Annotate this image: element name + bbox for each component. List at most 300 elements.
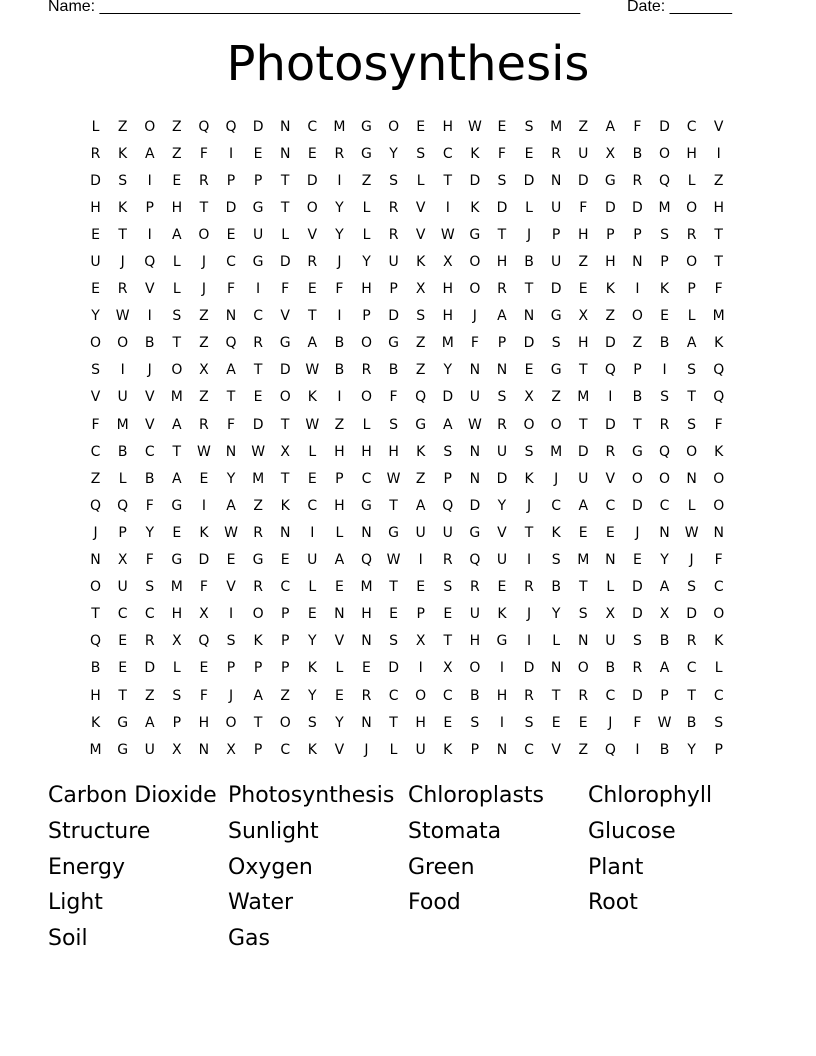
grid-letter[interactable]: W — [440, 226, 455, 243]
grid-letter[interactable]: O — [659, 145, 671, 162]
grid-letter[interactable]: V — [144, 389, 155, 406]
grid-letter[interactable]: U — [469, 389, 480, 406]
grid-letter[interactable]: E — [280, 552, 290, 569]
grid-letter[interactable]: N — [361, 524, 372, 541]
grid-letter[interactable]: E — [443, 606, 453, 623]
grid-letter[interactable]: V — [551, 741, 561, 758]
grid-letter[interactable]: P — [145, 199, 154, 216]
grid-letter[interactable]: G — [252, 552, 264, 569]
grid-letter[interactable]: X — [226, 741, 236, 758]
grid-letter[interactable]: D — [632, 199, 643, 216]
grid-letter[interactable]: G — [469, 226, 481, 243]
grid-letter[interactable]: C — [307, 118, 318, 135]
grid-letter[interactable]: E — [632, 552, 642, 569]
grid-letter[interactable]: O — [713, 497, 725, 514]
grid-letter[interactable]: E — [334, 687, 344, 704]
grid-letter[interactable]: W — [467, 416, 482, 433]
grid-letter[interactable]: M — [577, 552, 590, 569]
grid-letter[interactable]: E — [551, 714, 561, 731]
grid-letter[interactable]: S — [714, 714, 724, 731]
grid-letter[interactable]: K — [443, 741, 453, 758]
grid-letter[interactable]: Z — [253, 497, 263, 514]
grid-letter[interactable]: K — [605, 281, 615, 298]
grid-letter[interactable]: N — [686, 470, 697, 487]
grid-letter[interactable]: Q — [225, 335, 237, 352]
grid-letter[interactable]: U — [496, 552, 508, 569]
grid-letter[interactable]: D — [306, 172, 318, 189]
grid-letter[interactable]: B — [144, 335, 155, 352]
grid-letter[interactable]: J — [472, 308, 477, 325]
grid-letter[interactable]: J — [147, 362, 152, 379]
grid-letter[interactable]: M — [170, 389, 183, 406]
grid-letter[interactable]: B — [117, 443, 128, 460]
grid-letter[interactable]: T — [714, 254, 723, 271]
grid-letter[interactable]: A — [307, 335, 318, 352]
grid-letter[interactable]: W — [467, 118, 482, 135]
grid-letter[interactable]: B — [659, 335, 670, 352]
grid-letter[interactable]: H — [442, 308, 454, 325]
grid-letter[interactable]: T — [497, 226, 507, 243]
grid-letter[interactable]: C — [144, 443, 155, 460]
grid-letter[interactable]: E — [199, 660, 209, 677]
grid-letter[interactable]: E — [578, 281, 588, 298]
grid-letter[interactable]: N — [225, 308, 237, 325]
grid-letter[interactable]: H — [361, 281, 372, 298]
grid-letter[interactable]: W — [305, 362, 320, 379]
grid-letter[interactable]: L — [416, 172, 425, 189]
grid-letter[interactable]: F — [199, 579, 208, 596]
grid-letter[interactable]: Q — [198, 118, 210, 135]
grid-letter[interactable]: I — [337, 389, 342, 406]
grid-letter[interactable]: Z — [280, 687, 290, 704]
grid-letter[interactable]: Y — [362, 254, 371, 271]
grid-letter[interactable]: K — [118, 145, 128, 162]
grid-letter[interactable]: X — [524, 389, 534, 406]
grid-letter[interactable]: P — [118, 524, 127, 541]
grid-letter[interactable]: F — [714, 552, 723, 569]
grid-letter[interactable]: E — [91, 226, 100, 243]
grid-letter[interactable]: E — [416, 118, 426, 135]
grid-letter[interactable]: H — [171, 199, 183, 216]
grid-letter[interactable]: F — [145, 552, 154, 569]
grid-letter[interactable]: N — [334, 606, 345, 623]
grid-letter[interactable]: D — [469, 497, 481, 514]
grid-letter[interactable]: Q — [415, 389, 427, 406]
grid-letter[interactable]: J — [526, 226, 532, 243]
grid-letter[interactable]: X — [605, 606, 616, 623]
grid-letter[interactable]: R — [497, 281, 507, 298]
grid-letter[interactable]: F — [226, 281, 236, 298]
grid-letter[interactable]: T — [172, 335, 182, 352]
grid-letter[interactable]: A — [144, 714, 155, 731]
grid-letter[interactable]: F — [579, 199, 588, 216]
grid-letter[interactable]: Q — [198, 633, 210, 650]
grid-letter[interactable]: A — [605, 118, 616, 135]
grid-letter[interactable]: I — [337, 308, 342, 325]
grid-letter[interactable]: K — [118, 199, 128, 216]
grid-letter[interactable]: T — [280, 172, 290, 189]
grid-letter[interactable]: X — [280, 443, 290, 460]
grid-letter[interactable]: L — [552, 633, 561, 650]
grid-letter[interactable]: S — [416, 145, 426, 162]
grid-letter[interactable]: U — [469, 606, 480, 623]
grid-letter[interactable]: S — [632, 633, 642, 650]
grid-letter[interactable]: S — [118, 172, 128, 189]
grid-letter[interactable]: S — [660, 226, 669, 243]
grid-letter[interactable]: R — [659, 416, 670, 433]
grid-letter[interactable]: E — [578, 524, 588, 541]
grid-letter[interactable]: Q — [604, 741, 616, 758]
grid-letter[interactable]: J — [228, 687, 234, 704]
grid-letter[interactable]: S — [91, 362, 100, 379]
grid-letter[interactable]: H — [577, 335, 589, 352]
grid-letter[interactable]: Q — [90, 633, 102, 650]
grid-letter[interactable]: Q — [144, 254, 156, 271]
grid-letter[interactable]: S — [687, 579, 697, 596]
grid-letter[interactable]: Z — [334, 416, 345, 433]
grid-letter[interactable]: N — [279, 524, 291, 541]
grid-letter[interactable]: J — [635, 524, 640, 541]
grid-letter[interactable]: Q — [604, 362, 616, 379]
grid-letter[interactable]: J — [526, 497, 532, 514]
grid-letter[interactable]: O — [279, 714, 291, 731]
grid-letter[interactable]: U — [415, 524, 426, 541]
grid-letter[interactable]: G — [388, 335, 399, 352]
grid-letter[interactable]: G — [252, 254, 264, 271]
grid-letter[interactable]: V — [307, 226, 318, 243]
grid-letter[interactable]: C — [253, 308, 263, 325]
grid-letter[interactable]: R — [307, 254, 318, 271]
grid-letter[interactable]: E — [91, 281, 100, 298]
grid-letter[interactable]: F — [470, 335, 479, 352]
grid-letter[interactable]: L — [362, 416, 371, 433]
grid-letter[interactable]: D — [632, 606, 643, 623]
grid-letter[interactable]: T — [389, 714, 398, 731]
grid-letter[interactable]: N — [577, 633, 589, 650]
grid-letter[interactable]: H — [496, 687, 508, 704]
grid-letter[interactable]: I — [499, 714, 505, 731]
grid-letter[interactable]: P — [226, 660, 236, 677]
grid-letter[interactable]: T — [389, 497, 398, 514]
grid-letter[interactable]: R — [199, 416, 209, 433]
grid-letter[interactable]: V — [280, 308, 290, 325]
grid-letter[interactable]: A — [253, 687, 263, 704]
grid-letter[interactable]: E — [199, 470, 209, 487]
grid-letter[interactable]: L — [172, 281, 181, 298]
grid-letter[interactable]: N — [632, 254, 643, 271]
grid-letter[interactable]: T — [91, 606, 100, 623]
grid-letter[interactable]: Y — [335, 199, 344, 216]
grid-letter[interactable]: W — [386, 552, 401, 569]
grid-letter[interactable]: S — [172, 687, 182, 704]
grid-letter[interactable]: D — [388, 308, 399, 325]
grid-letter[interactable]: N — [198, 741, 210, 758]
grid-letter[interactable]: D — [388, 660, 399, 677]
grid-letter[interactable]: C — [659, 497, 670, 514]
grid-letter[interactable]: J — [201, 254, 206, 271]
grid-letter[interactable]: B — [334, 362, 345, 379]
grid-letter[interactable]: S — [551, 335, 561, 352]
grid-letter[interactable]: Y — [443, 362, 453, 379]
grid-letter[interactable]: T — [118, 226, 127, 243]
grid-letter[interactable]: A — [226, 362, 236, 379]
grid-letter[interactable]: O — [686, 254, 698, 271]
grid-letter[interactable]: U — [90, 254, 101, 271]
grid-letter[interactable]: X — [442, 254, 453, 271]
grid-letter[interactable]: K — [90, 714, 101, 731]
grid-letter[interactable]: D — [604, 199, 616, 216]
grid-letter[interactable]: I — [526, 552, 532, 569]
grid-letter[interactable]: Y — [226, 470, 236, 487]
grid-letter[interactable]: D — [550, 281, 562, 298]
grid-letter[interactable]: T — [524, 524, 534, 541]
grid-letter[interactable]: D — [496, 470, 508, 487]
grid-letter[interactable]: Y — [497, 497, 507, 514]
grid-letter[interactable]: B — [659, 633, 670, 650]
grid-letter[interactable]: P — [660, 254, 669, 271]
grid-letter[interactable]: O — [117, 335, 129, 352]
grid-letter[interactable]: A — [172, 226, 182, 243]
grid-letter[interactable]: R — [144, 633, 155, 650]
grid-letter[interactable]: H — [577, 226, 589, 243]
grid-letter[interactable]: X — [199, 362, 209, 379]
grid-letter[interactable]: A — [659, 660, 670, 677]
grid-letter[interactable]: U — [252, 226, 264, 243]
grid-letter[interactable]: G — [279, 335, 291, 352]
grid-letter[interactable]: G — [361, 497, 372, 514]
grid-letter[interactable]: D — [90, 172, 101, 189]
grid-letter[interactable]: J — [526, 606, 532, 623]
grid-letter[interactable]: K — [659, 281, 670, 298]
grid-letter[interactable]: C — [551, 497, 562, 514]
grid-letter[interactable]: K — [307, 660, 317, 677]
grid-letter[interactable]: C — [144, 606, 155, 623]
grid-letter[interactable]: H — [90, 199, 101, 216]
grid-letter[interactable]: O — [415, 687, 427, 704]
grid-letter[interactable]: T — [443, 633, 453, 650]
grid-letter[interactable]: Z — [199, 389, 209, 406]
grid-letter[interactable]: F — [281, 281, 290, 298]
grid-letter[interactable]: B — [686, 714, 697, 731]
grid-letter[interactable]: I — [418, 552, 423, 569]
grid-letter[interactable]: Y — [335, 226, 344, 243]
grid-letter[interactable]: R — [578, 687, 589, 704]
grid-letter[interactable]: U — [578, 470, 589, 487]
grid-letter[interactable]: V — [415, 226, 426, 243]
grid-letter[interactable]: S — [389, 172, 399, 189]
grid-letter[interactable]: P — [687, 281, 696, 298]
grid-letter[interactable]: D — [686, 606, 697, 623]
grid-letter[interactable]: F — [633, 118, 642, 135]
grid-letter[interactable]: U — [144, 741, 155, 758]
grid-letter[interactable]: B — [90, 660, 101, 677]
grid-letter[interactable]: Q — [90, 497, 102, 514]
grid-letter[interactable]: S — [687, 416, 697, 433]
grid-letter[interactable]: Z — [415, 362, 426, 379]
grid-letter[interactable]: Z — [117, 118, 128, 135]
grid-letter[interactable]: G — [550, 362, 562, 379]
grid-letter[interactable]: P — [551, 226, 561, 243]
grid-letter[interactable]: S — [226, 633, 236, 650]
grid-letter[interactable]: M — [252, 470, 265, 487]
grid-letter[interactable]: L — [525, 199, 533, 216]
grid-letter[interactable]: R — [632, 660, 643, 677]
grid-letter[interactable]: T — [714, 226, 723, 243]
grid-letter[interactable]: D — [632, 579, 643, 596]
grid-letter[interactable]: T — [253, 362, 263, 379]
grid-letter[interactable]: O — [686, 443, 698, 460]
grid-letter[interactable]: C — [280, 579, 291, 596]
grid-letter[interactable]: M — [89, 741, 102, 758]
grid-letter[interactable]: E — [226, 552, 236, 569]
grid-letter[interactable]: I — [337, 172, 342, 189]
grid-letter[interactable]: S — [524, 118, 534, 135]
grid-letter[interactable]: I — [445, 199, 450, 216]
grid-letter[interactable]: F — [389, 389, 398, 406]
grid-letter[interactable]: I — [310, 524, 315, 541]
grid-letter[interactable]: I — [228, 606, 234, 623]
grid-letter[interactable]: E — [389, 606, 398, 623]
grid-letter[interactable]: C — [388, 687, 399, 704]
grid-letter[interactable]: I — [228, 145, 234, 162]
grid-letter[interactable]: A — [686, 335, 697, 352]
grid-letter[interactable]: C — [686, 118, 697, 135]
grid-letter[interactable]: Q — [442, 497, 454, 514]
grid-letter[interactable]: G — [361, 145, 372, 162]
grid-letter[interactable]: R — [361, 362, 372, 379]
grid-letter[interactable]: N — [469, 470, 481, 487]
grid-letter[interactable]: P — [497, 335, 507, 352]
grid-letter[interactable]: O — [252, 606, 264, 623]
grid-letter[interactable]: Y — [91, 308, 100, 325]
grid-letter[interactable]: C — [307, 497, 318, 514]
grid-letter[interactable]: J — [337, 254, 342, 271]
grid-letter[interactable]: U — [551, 199, 562, 216]
grid-letter[interactable]: O — [631, 308, 643, 325]
grid-letter[interactable]: R — [90, 145, 101, 162]
grid-letter[interactable]: P — [280, 633, 290, 650]
grid-letter[interactable]: O — [360, 335, 372, 352]
grid-letter[interactable]: K — [551, 524, 561, 541]
grid-letter[interactable]: P — [633, 362, 642, 379]
grid-letter[interactable]: D — [279, 254, 291, 271]
grid-letter[interactable]: S — [524, 443, 534, 460]
grid-letter[interactable]: M — [116, 416, 129, 433]
grid-letter[interactable]: Z — [144, 687, 155, 704]
grid-letter[interactable]: O — [360, 389, 372, 406]
grid-letter[interactable]: I — [256, 281, 261, 298]
grid-letter[interactable]: Z — [415, 470, 426, 487]
grid-letter[interactable]: H — [334, 443, 345, 460]
grid-letter[interactable]: Y — [551, 606, 561, 623]
grid-letter[interactable]: R — [334, 145, 345, 162]
grid-letter[interactable]: O — [90, 579, 102, 596]
grid-letter[interactable]: L — [362, 226, 371, 243]
grid-letter[interactable]: X — [415, 281, 426, 298]
grid-letter[interactable]: B — [605, 660, 616, 677]
grid-letter[interactable]: E — [118, 660, 128, 677]
grid-letter[interactable]: L — [308, 443, 317, 460]
grid-letter[interactable]: X — [117, 552, 128, 569]
grid-letter[interactable]: F — [633, 714, 642, 731]
grid-letter[interactable]: O — [686, 199, 698, 216]
grid-letter[interactable]: H — [442, 281, 454, 298]
grid-letter[interactable]: V — [497, 524, 507, 541]
grid-letter[interactable]: U — [307, 552, 318, 569]
grid-letter[interactable]: Q — [659, 172, 671, 189]
grid-letter[interactable]: M — [550, 118, 563, 135]
grid-letter[interactable]: F — [335, 281, 344, 298]
grid-letter[interactable]: V — [713, 118, 724, 135]
grid-letter[interactable]: I — [526, 633, 532, 650]
grid-letter[interactable]: S — [443, 579, 453, 596]
grid-letter[interactable]: E — [524, 145, 534, 162]
grid-letter[interactable]: C — [442, 687, 453, 704]
grid-letter[interactable]: K — [416, 254, 426, 271]
grid-letter[interactable]: H — [361, 443, 372, 460]
grid-letter[interactable]: W — [657, 714, 672, 731]
grid-letter[interactable]: Z — [172, 118, 182, 135]
grid-letter[interactable]: A — [497, 308, 507, 325]
grid-letter[interactable]: G — [117, 714, 129, 731]
grid-letter[interactable]: N — [550, 660, 562, 677]
grid-letter[interactable]: W — [305, 416, 320, 433]
grid-letter[interactable]: B — [470, 687, 480, 704]
grid-letter[interactable]: U — [605, 633, 616, 650]
grid-letter[interactable]: J — [689, 552, 694, 569]
grid-letter[interactable]: H — [469, 633, 481, 650]
grid-letter[interactable]: O — [659, 470, 671, 487]
grid-letter[interactable]: Y — [145, 524, 155, 541]
grid-letter[interactable]: D — [144, 660, 156, 677]
grid-letter[interactable]: B — [334, 335, 345, 352]
grid-letter[interactable]: H — [334, 497, 345, 514]
grid-letter[interactable]: O — [713, 606, 725, 623]
grid-letter[interactable]: U — [496, 443, 508, 460]
grid-letter[interactable]: V — [334, 633, 345, 650]
grid-letter[interactable]: L — [606, 579, 615, 596]
grid-letter[interactable]: L — [281, 226, 290, 243]
grid-letter[interactable]: O — [713, 470, 725, 487]
grid-letter[interactable]: U — [117, 389, 128, 406]
grid-letter[interactable]: Z — [172, 145, 182, 162]
grid-letter[interactable]: T — [578, 579, 588, 596]
grid-letter[interactable]: E — [253, 145, 263, 162]
grid-letter[interactable]: K — [714, 633, 724, 650]
grid-letter[interactable]: M — [360, 579, 373, 596]
grid-letter[interactable]: K — [307, 389, 317, 406]
grid-letter[interactable]: T — [687, 687, 696, 704]
grid-letter[interactable]: R — [117, 281, 128, 298]
grid-letter[interactable]: Z — [578, 118, 589, 135]
grid-letter[interactable]: P — [172, 714, 182, 731]
grid-letter[interactable]: T — [687, 389, 696, 406]
grid-letter[interactable]: S — [578, 606, 588, 623]
grid-letter[interactable]: R — [388, 226, 399, 243]
grid-letter[interactable]: X — [442, 660, 453, 677]
grid-letter[interactable]: P — [362, 308, 371, 325]
grid-letter[interactable]: P — [389, 281, 398, 298]
grid-letter[interactable]: N — [279, 145, 291, 162]
grid-letter[interactable]: W — [251, 443, 266, 460]
grid-letter[interactable]: K — [307, 741, 317, 758]
grid-letter[interactable]: D — [496, 199, 508, 216]
grid-letter[interactable]: W — [224, 524, 238, 541]
grid-letter[interactable]: Z — [578, 254, 589, 271]
grid-letter[interactable]: C — [442, 145, 453, 162]
grid-letter[interactable]: B — [551, 579, 561, 596]
grid-letter[interactable]: Z — [361, 172, 372, 189]
